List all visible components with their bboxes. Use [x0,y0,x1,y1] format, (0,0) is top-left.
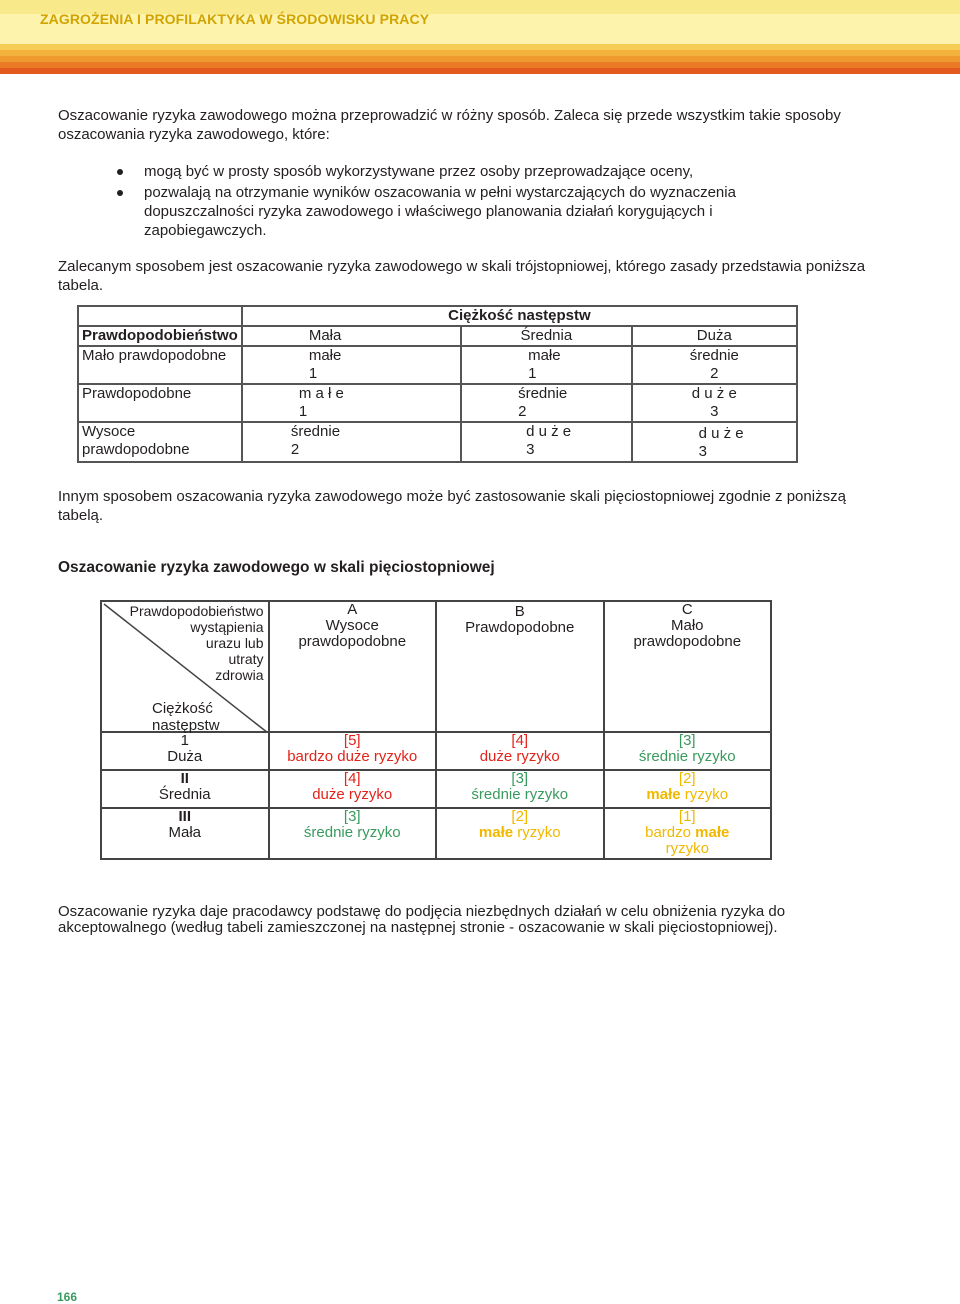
risk-cell: [2] małe ryzyko [436,808,604,859]
table-cell: d u ż e 3 [461,422,632,462]
row-label: Mało prawdopodobne [78,346,242,384]
table-row [78,422,797,462]
table-row [101,770,771,808]
alternative-method-paragraph: Innym sposobem oszacowania ryzyka zawodowego może być zastosowanie skali pięciostopniowej zgodnie z poniższą tabelą. [58,488,846,524]
severity-label: Ciężkość następstw [152,700,220,734]
running-header: ZAGROŻENIA I PROFILAKTYKA W ŚRODOWISKU PRACY [40,11,430,27]
section-title: Oszacowanie ryzyka zawodowego w skali pięciostopniowej [58,559,495,576]
severity-row-label: II Średnia [101,770,269,808]
table-cell: małe 1 [242,346,461,384]
page-number: 166 [57,1290,78,1304]
row-label: Prawdopodobne [78,384,242,422]
recommendation-paragraph: Zalecanym sposobem jest oszacowanie ryzyka zawodowego w skali trójstopniowej, którego zasady przedstawia poniższa tabela. [58,258,866,294]
table-row [78,384,797,422]
row-label: Wysoce prawdopodobne [78,422,242,462]
table-corner-empty [78,306,242,326]
table-cell: małe 1 [461,346,632,384]
table-cell: średnie 2 [461,384,632,422]
probability-label: Prawdopodobieństwo wystąpienia urazu lub utraty zdrowia [129,603,264,683]
list-item: pozwalają na otrzymanie wyników oszacowania w pełni wystarczających do wyznaczenia dopuszczalności ryzyka zawodowego i właściwego planowania działań korygujących i zapobiegawczych. [58,183,818,240]
risk-cell: [3] średnie ryzyko [436,770,604,808]
risk-cell: [2] małe ryzyko [604,770,772,808]
severity-header: Ciężkość następstw [242,306,797,326]
five-level-risk-table [100,600,772,860]
column-header-b: B Prawdopodobne [436,601,604,732]
risk-cell: [4] duże ryzyko [436,732,604,770]
table-cell: m a ł e 1 [242,384,461,422]
table-cell: średnie 2 [242,422,461,462]
risk-cell: [5] bardzo duże ryzyko [269,732,437,770]
table-cell: d u ż e 3 [632,422,797,462]
table-row [101,732,771,770]
risk-cell: [3] średnie ryzyko [269,808,437,859]
conclusion-paragraph: Oszacowanie ryzyka daje pracodawcy podstawę do podjęcia niezbędnych działań w celu obniżenia ryzyka do akceptowalnego (według tabeli zamieszczonej na następnej stronie - oszacowanie w skali pięciostopniowej). [58,903,786,936]
risk-cell: [1] bardzo małe ryzyko [604,808,772,859]
severity-row-label: III Mała [101,808,269,859]
table-row [101,808,771,859]
column-header-a: A Wysoce prawdopodobne [269,601,437,732]
risk-cell: [3] średnie ryzyko [604,732,772,770]
severity-row-label: 1 Duża [101,732,269,770]
table-row [78,346,797,384]
list-item: mogą być w prosty sposób wykorzystywane przez osoby przeprowadzające oceny, [58,162,818,181]
diagonal-header-cell [101,601,269,732]
three-level-risk-table [77,305,798,463]
column-header-c: C Mało prawdopodobne [604,601,772,732]
table-cell: d u ż e 3 [632,384,797,422]
bullet-list [58,162,818,240]
intro-paragraph: Oszacowanie ryzyka zawodowego można przeprowadzić w różny sposób. Zaleca się przede wszystkim takie sposoby oszacowania ryzyka zawodowego, które: [58,107,841,143]
column-header: Mała [242,326,461,346]
probability-header: Prawdopodobieństwo [78,326,242,346]
table-cell: średnie 2 [632,346,797,384]
column-header: Duża [632,326,797,346]
risk-cell: [4] duże ryzyko [269,770,437,808]
column-header: Średnia [461,326,632,346]
